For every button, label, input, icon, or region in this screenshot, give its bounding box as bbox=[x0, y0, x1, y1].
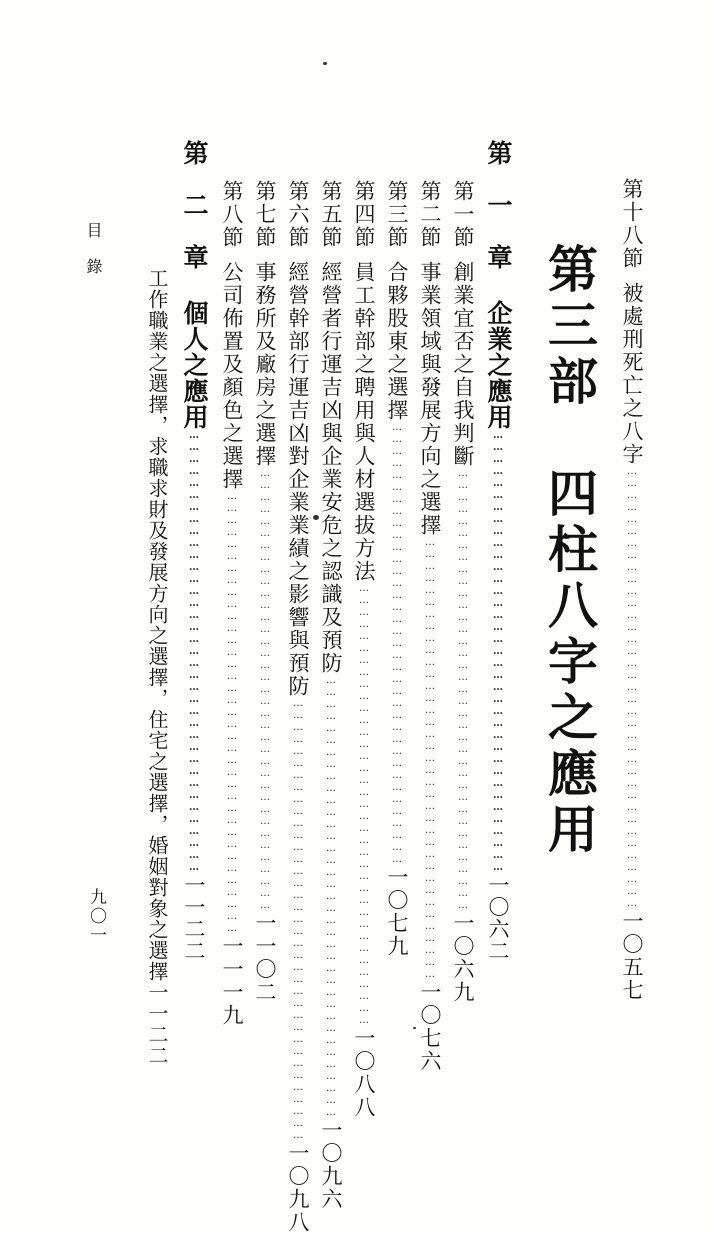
toc-chapter-2 bbox=[176, 140, 212, 962]
toc-entry-text bbox=[143, 268, 172, 1066]
leader-dots: ………………………………………………………………………………………………… bbox=[626, 466, 638, 910]
page-number: 一一二二 bbox=[145, 982, 169, 1066]
section-number: 第十八節 bbox=[620, 178, 644, 270]
page-number: 一〇九八 bbox=[286, 1142, 310, 1234]
leader-dots: ………………………………………………………………………………………………… bbox=[292, 698, 304, 1142]
page-number: 一〇七九 bbox=[385, 866, 409, 958]
leader-dots: ………………………………………………………………………………………………… bbox=[226, 491, 238, 935]
section-title: 公司佈置及顏色之選擇 bbox=[220, 261, 244, 491]
toc-section-8 bbox=[217, 180, 247, 1027]
page-number: 一〇五七 bbox=[620, 910, 644, 1002]
leader-dots: ………………………………………………………………………………………………… bbox=[259, 468, 271, 912]
section-number: 第五節 bbox=[319, 180, 343, 249]
section-title: 經營幹部行運吉凶對企業業績之影響與預防 bbox=[286, 261, 310, 698]
section-number: 第八節 bbox=[220, 180, 244, 249]
page-number: 一〇九六 bbox=[319, 1119, 343, 1211]
page-number: 一〇七六 bbox=[418, 981, 442, 1073]
toc-section-7 bbox=[250, 180, 280, 1004]
toc-section-2 bbox=[415, 180, 445, 1073]
section-title: 經營者行運吉凶與企業安危之認識及預防 bbox=[319, 261, 343, 675]
section-number: 第一節 bbox=[451, 180, 475, 249]
section-number: 第四節 bbox=[352, 180, 376, 249]
chapter-title: 個人之應用 bbox=[180, 300, 209, 430]
section-number: 第三節 bbox=[385, 180, 409, 249]
folio-page-number: 九〇一 bbox=[86, 888, 106, 945]
toc-chapter-1 bbox=[480, 140, 516, 962]
scan-speck bbox=[323, 62, 327, 65]
toc-section-18 bbox=[617, 178, 647, 1002]
chapter-number: 第 一 章 bbox=[484, 140, 513, 270]
chapter-number: 第 二 章 bbox=[180, 140, 209, 270]
toc-section-5 bbox=[316, 180, 346, 1211]
page-number: 一一二二 bbox=[182, 874, 206, 962]
toc-section-6 bbox=[283, 180, 313, 1234]
section-number: 第二節 bbox=[418, 180, 442, 249]
section-title: 員工幹部之聘用與人材選拔方法 bbox=[352, 261, 376, 583]
page-number: 一〇八八 bbox=[352, 1027, 376, 1119]
page-number: 一〇六九 bbox=[451, 912, 475, 1004]
running-head: 目錄 bbox=[84, 222, 103, 294]
leader-dots: ………………………………………………………………………………………………… bbox=[457, 468, 469, 912]
toc-section-1 bbox=[448, 180, 478, 1004]
section-title: 合夥股東之選擇 bbox=[385, 261, 409, 422]
section-number: 第七節 bbox=[253, 180, 277, 249]
toc-section-4 bbox=[349, 180, 379, 1119]
entry-text: 工作職業之選擇，求職求財及發展方向之選擇，住宅之選擇，婚姻對象之選擇 bbox=[145, 268, 169, 982]
chapter-title: 企業之應用 bbox=[484, 300, 513, 430]
leader-dots: ………………………………………………………………………………………………… bbox=[492, 430, 504, 874]
section-title: 事業領域與發展方向之選擇 bbox=[418, 261, 442, 537]
leader-dots: ………………………………………………………………………………………………… bbox=[424, 537, 436, 981]
leader-dots: ………………………………………………………………………………………………… bbox=[188, 430, 200, 874]
leader-dots: ………………………………………………………………………………………………… bbox=[325, 675, 337, 1119]
leader-dots: ………………………………………………………………………………………………… bbox=[358, 583, 370, 1027]
page-number: 一一〇二 bbox=[253, 912, 277, 1004]
section-title: 被處刑死亡之八字 bbox=[620, 282, 644, 466]
part-heading: 第三部 四柱八字之應用 bbox=[540, 243, 598, 859]
page-number: 一一一九 bbox=[220, 935, 244, 1027]
section-number: 第六節 bbox=[286, 180, 310, 249]
page-number: 一〇六二 bbox=[486, 874, 510, 962]
section-title: 事務所及廠房之選擇 bbox=[253, 261, 277, 468]
leader-dots: ………………………………………………………………………………………………… bbox=[391, 422, 403, 866]
section-title: 創業宜否之自我判斷 bbox=[451, 261, 475, 468]
toc-section-3 bbox=[382, 180, 412, 958]
